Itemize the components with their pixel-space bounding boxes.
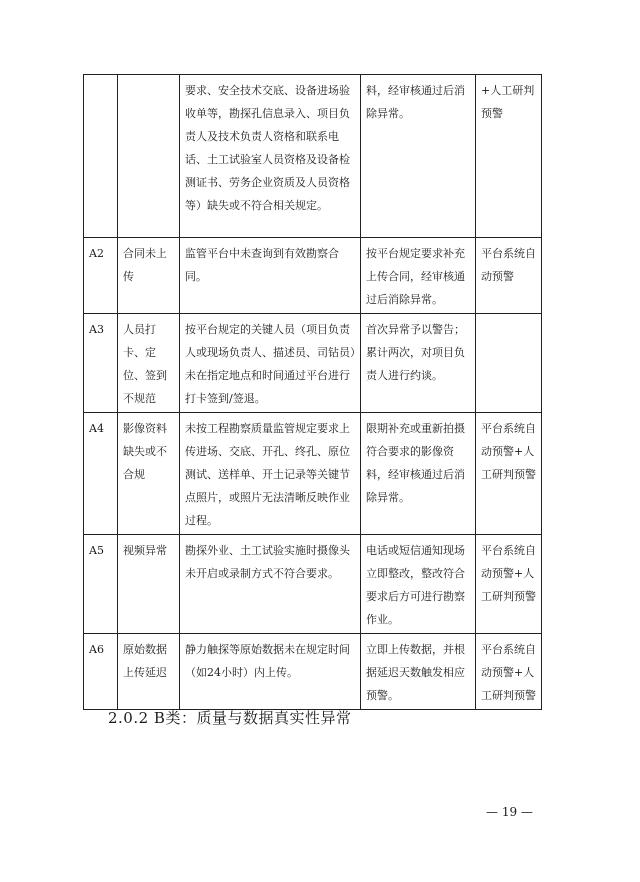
- row-handling: 首次异常予以警告；累计两次，对项目负责人进行约谈。: [361, 314, 476, 413]
- row-name: 影像资料缺失或不合规: [118, 413, 180, 535]
- row-code: A4: [84, 413, 118, 535]
- row-code: A2: [84, 238, 118, 314]
- table-row: [84, 238, 542, 314]
- row-name: 人员打卡、定位、签到不规范: [118, 314, 180, 413]
- anomaly-table: [83, 74, 542, 710]
- row-handling: 电话或短信通知现场立即整改，整改符合要求后方可进行勘察作业。: [361, 535, 476, 634]
- table-row: [84, 314, 542, 413]
- row-description: 按平台规定的关键人员（项目负责人或现场负责人、描述员、司钻员）未在指定地点和时间通过平台进行打卡签到/签退。: [180, 314, 361, 413]
- row-warning: 平台系统自动预警: [476, 238, 542, 314]
- row-handling: 料，经审核通过后消除异常。: [361, 75, 476, 238]
- row-warning: [476, 314, 542, 413]
- row-description: 要求、安全技术交底、设备进场验收单等，勘探孔信息录入、项目负责人及技术负责人资格和联系电话、土工试验室人员资格及设备检测证书、劳务企业资质及人员资格等）缺失或不符合相关规定。: [180, 75, 361, 238]
- section-heading: 2.0.2 B类：质量与数据真实性异常: [108, 709, 352, 727]
- row-name: 原始数据上传延迟: [118, 634, 180, 710]
- row-description: 监管平台中未查询到有效勘察合同。: [180, 238, 361, 314]
- row-handling: 限期补充或重新拍摄符合要求的影像资料，经审核通过后消除异常。: [361, 413, 476, 535]
- table-row: [84, 634, 542, 710]
- row-description: 静力触探等原始数据未在规定时间（如24小时）内上传。: [180, 634, 361, 710]
- page-number: — 19 —: [486, 805, 533, 819]
- row-code: [84, 75, 118, 238]
- row-code: A6: [84, 634, 118, 710]
- table-row: [84, 75, 542, 238]
- row-description: 未按工程勘察质量监管规定要求上传进场、交底、开孔、终孔、原位测试、送样单、开土记录等关键节点照片，或照片无法清晰反映作业过程。: [180, 413, 361, 535]
- row-description: 勘探外业、土工试验实施时摄像头未开启或录制方式不符合要求。: [180, 535, 361, 634]
- row-handling: 立即上传数据，并根据延迟天数触发相应预警。: [361, 634, 476, 710]
- row-name: 合同未上传: [118, 238, 180, 314]
- row-handling: 按平台规定要求补充上传合同，经审核通过后消除异常。: [361, 238, 476, 314]
- row-code: A5: [84, 535, 118, 634]
- row-name: 视频异常: [118, 535, 180, 634]
- table-row: [84, 535, 542, 634]
- row-warning: 平台系统自动预警+人工研判预警: [476, 634, 542, 710]
- row-warning: 平台系统自动预警+人工研判预警: [476, 535, 542, 634]
- table-row: [84, 413, 542, 535]
- row-warning: +人工研判预警: [476, 75, 542, 238]
- row-name: [118, 75, 180, 238]
- row-code: A3: [84, 314, 118, 413]
- row-warning: 平台系统自动预警+人工研判预警: [476, 413, 542, 535]
